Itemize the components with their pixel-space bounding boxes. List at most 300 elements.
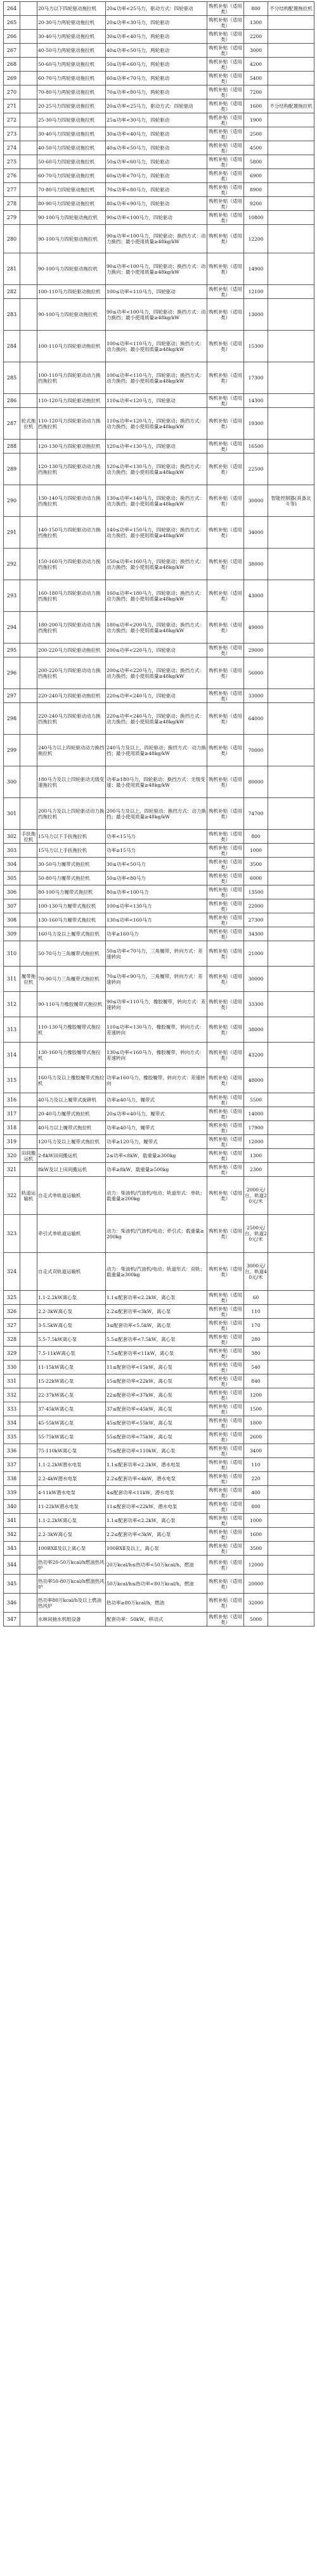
table-row — [4, 454, 314, 485]
row-unit: 购机补贴（适用类） — [207, 331, 244, 362]
row-spec: 22≤配套功率<37kW，离心泵 — [106, 1388, 207, 1402]
row-spec: 130≤功率<140马力，四轮驱动；换挡方式：动力换挡；最小使用质量≥48kg/kW — [106, 485, 207, 517]
row-category — [20, 1291, 37, 1305]
row-note — [268, 1215, 314, 1253]
row-item-name: 热功率20-50万kcal/h燃油热风炉 — [37, 1556, 106, 1575]
row-price: 2500 — [244, 127, 268, 141]
row-unit: 购机补贴（适用类） — [207, 394, 244, 408]
row-number: 332 — [4, 1388, 20, 1402]
table-row — [4, 141, 314, 155]
row-unit: 购机补贴（适用类） — [207, 689, 244, 703]
table-row — [4, 1556, 314, 1575]
row-category — [20, 1017, 37, 1043]
row-note — [268, 1253, 314, 1291]
row-category — [20, 1121, 37, 1135]
row-item-name: 130-140马力四轮驱动动力换挡拖拉机 — [37, 485, 106, 517]
row-item-name: 水林间抽水机组设备 — [37, 1613, 106, 1627]
row-item-name: 20-25马力四轮驱动拖拉机 — [37, 99, 106, 113]
row-number: 284 — [4, 331, 20, 362]
row-note — [268, 612, 314, 644]
row-spec: 功率≥40马力，履带式 — [106, 1121, 207, 1135]
row-category — [20, 913, 37, 927]
row-spec: 70≤功率<80马力，四轮驱动 — [106, 183, 207, 197]
row-item-name: 100-130马力履带式拖拉机 — [37, 899, 106, 913]
row-note — [268, 1121, 314, 1135]
row-note — [268, 1319, 314, 1333]
row-unit: 购机补贴（适用类） — [207, 127, 244, 141]
row-note — [268, 408, 314, 440]
row-price: 27300 — [244, 913, 268, 927]
row-item-name: 70-90马力三角履带式拖拉机 — [37, 967, 106, 992]
row-category — [20, 899, 37, 913]
row-price: 20000 — [244, 1575, 268, 1594]
table-row — [4, 1458, 314, 1472]
row-note — [268, 735, 314, 766]
row-spec: 90≤功率<100马力，四轮驱动；换挡方式：动力换挡；最小使用质量≥48kg/kW — [106, 299, 207, 331]
row-item-name: 5.5-7.5kW离心泵 — [37, 1333, 106, 1347]
row-spec: 50≤功率<70马力，三角履带，转向方式：差速转向 — [106, 941, 207, 967]
table-body — [4, 2, 314, 1627]
table-row — [4, 86, 314, 99]
row-item-name: 2.2-4kW潜水电泵 — [37, 1472, 106, 1486]
subsidy-table — [3, 1, 314, 1627]
row-category — [20, 858, 37, 872]
row-category — [20, 155, 37, 169]
row-price: 15300 — [244, 331, 268, 362]
row-unit: 购机补贴（适用类） — [207, 1149, 244, 1163]
row-unit: 购机补贴（适用类） — [207, 1594, 244, 1613]
row-spec: 20≤功率<25马力，驱动方式：四轮驱动 — [106, 99, 207, 113]
table-row — [4, 927, 314, 941]
table-row — [4, 885, 314, 899]
row-note — [268, 225, 314, 253]
row-spec: 功率≥160马力 — [106, 927, 207, 941]
row-price: 110 — [244, 1305, 268, 1319]
row-price: 1600 — [244, 1528, 268, 1542]
row-spec: 50≤功率<80马力 — [106, 872, 207, 885]
row-item-name: 3-5.5kW离心泵 — [37, 1319, 106, 1333]
row-note — [268, 211, 314, 225]
row-price: 34300 — [244, 927, 268, 941]
row-item-name: 180-200马力四轮驱动动力换挡拖拉机 — [37, 612, 106, 644]
row-spec: 100≤功率<110马力，四轮驱动 — [106, 285, 207, 299]
row-unit: 购机补贴（适用类） — [207, 549, 244, 580]
row-note — [268, 992, 314, 1017]
row-category — [20, 253, 37, 285]
row-spec: 5.5≤配套功率<7.5kW，离心泵 — [106, 1333, 207, 1347]
row-price: 800 — [244, 1500, 268, 1514]
row-price: 1900 — [244, 113, 268, 127]
row-unit: 购机补贴（适用类） — [207, 197, 244, 211]
row-number: 337 — [4, 1458, 20, 1472]
row-note — [268, 454, 314, 485]
row-category — [20, 1333, 37, 1347]
row-category — [20, 612, 37, 644]
table-row — [4, 830, 314, 844]
row-item-name: 7.5-11kW离心泵 — [37, 1347, 106, 1361]
row-number: 319 — [4, 1135, 20, 1149]
row-spec: 20≤功率<40马力，履带式 — [106, 1107, 207, 1121]
row-note: 不分结构配置拖拉机 — [268, 99, 314, 113]
table-row — [4, 44, 314, 58]
row-item-name: 40马力以上履带式拖拉机 — [37, 1121, 106, 1135]
row-item-name: 120-130马力四轮驱动动力换挡拖拉机 — [37, 454, 106, 485]
table-row — [4, 253, 314, 285]
row-unit: 购机补贴（适用类） — [207, 844, 244, 858]
row-spec: 220≤功率<240马力，四轮驱动；换挡方式：动力换挡；最小使用质量≥48kg/kW — [106, 703, 207, 735]
row-category — [20, 331, 37, 362]
row-price: 12100 — [244, 285, 268, 299]
row-number: 331 — [4, 1374, 20, 1388]
row-spec: 70≤功率<90马力，三角履带，转向方式：差速转向 — [106, 967, 207, 992]
row-category: 田间搬运机 — [20, 1149, 37, 1163]
table-row — [4, 1135, 314, 1149]
row-item-name: 220-240马力四轮驱动动力换挡拖拉机 — [37, 703, 106, 735]
row-note — [268, 872, 314, 885]
row-spec: 80≤功率<90马力，四轮驱动 — [106, 197, 207, 211]
row-category — [20, 183, 37, 197]
table-row — [4, 1430, 314, 1444]
row-spec: 11≤配套功率<22kW，潜水电泵 — [106, 1500, 207, 1514]
table-row — [4, 99, 314, 113]
row-unit: 购机补贴（适用类） — [207, 703, 244, 735]
row-category — [20, 99, 37, 113]
row-spec: 200马力及以上，四轮驱动；换挡方式：动力换挡；最小使用质量≥48kg/kW — [106, 798, 207, 830]
row-price: 5400 — [244, 72, 268, 86]
row-category — [20, 1068, 37, 1093]
row-spec: 功率≥120马力，履带式 — [106, 1135, 207, 1149]
row-category — [20, 1575, 37, 1594]
row-unit: 购机补贴（适用类） — [207, 1514, 244, 1528]
row-unit: 购机补贴（适用类） — [207, 1388, 244, 1402]
row-number: 311 — [4, 967, 20, 992]
row-item-name: 90-100马力四轮驱动拖拉机 — [37, 253, 106, 285]
row-unit: 购机补贴（适用类） — [207, 657, 244, 689]
row-item-name: 200-220马力四轮驱动动力换挡拖拉机 — [37, 657, 106, 689]
row-number: 308 — [4, 913, 20, 927]
row-unit: 购机补贴（适用类） — [207, 885, 244, 899]
row-note — [268, 58, 314, 72]
row-number: 328 — [4, 1333, 20, 1347]
row-spec: 220≤功率<240马力，四轮驱动 — [106, 689, 207, 703]
row-number: 312 — [4, 992, 20, 1017]
row-price: 840 — [244, 1374, 268, 1388]
table-row — [4, 992, 314, 1017]
row-category — [20, 1514, 37, 1528]
row-price: 1000 — [244, 844, 268, 858]
row-spec: 240马力及以上，四轮驱动；换挡方式：动力换挡；最小使用质量≥48kg/kW — [106, 735, 207, 766]
row-price: 110 — [244, 1458, 268, 1472]
row-unit: 购机补贴（适用类） — [207, 735, 244, 766]
row-note — [268, 517, 314, 549]
row-category — [20, 1253, 37, 1291]
row-unit: 购机补贴（适用类） — [207, 1486, 244, 1500]
row-unit: 购机补贴（适用类） — [207, 1472, 244, 1486]
row-unit: 购机补贴（适用类） — [207, 872, 244, 885]
row-category — [20, 1594, 37, 1613]
row-note — [268, 1542, 314, 1556]
row-item-name: 15-22kW离心泵 — [37, 1374, 106, 1388]
row-spec: 75≤配套功率<110kW，离心泵 — [106, 1444, 207, 1458]
row-unit: 购机补贴（适用类） — [207, 1333, 244, 1347]
row-spec: 15≤配套功率<22kW，离心泵 — [106, 1374, 207, 1388]
row-note — [268, 798, 314, 830]
row-spec: 120≤功率<130马力，四轮驱动 — [106, 440, 207, 454]
row-price: 21000 — [244, 941, 268, 967]
row-spec: 130≤功率<160马力 — [106, 913, 207, 927]
row-number: 278 — [4, 197, 20, 211]
row-note — [268, 644, 314, 657]
row-item-name: 60-70马力四轮驱动拖拉机 — [37, 169, 106, 183]
row-unit: 购机补贴（适用类） — [207, 1528, 244, 1542]
row-spec: 2.2≤配套功率<3kW，离心泵 — [106, 1528, 207, 1542]
table-row — [4, 30, 314, 44]
row-unit: 购机补贴（适用类） — [207, 830, 244, 844]
row-item-name: 8kW及以上田间搬运机 — [37, 1163, 106, 1177]
row-number: 268 — [4, 58, 20, 72]
row-number: 341 — [4, 1514, 20, 1528]
row-category — [20, 644, 37, 657]
table-row — [4, 155, 314, 169]
table-row — [4, 798, 314, 830]
row-number: 276 — [4, 169, 20, 183]
row-spec: 3≤配套功率<5.5kW，离心泵 — [106, 1319, 207, 1333]
table-row — [4, 1291, 314, 1305]
row-unit: 购机补贴（适用类） — [207, 454, 244, 485]
row-number: 307 — [4, 899, 20, 913]
table-row — [4, 1500, 314, 1514]
row-price: 800 — [244, 2, 268, 16]
table-row — [4, 362, 314, 394]
row-item-name: 20马力以下四轮驱动拖拉机 — [37, 2, 106, 16]
row-category — [20, 72, 37, 86]
row-item-name: 200马力及以上四轮驱动动力换挡拖拉机 — [37, 798, 106, 830]
row-price: 3500 — [244, 858, 268, 872]
row-number: 333 — [4, 1402, 20, 1416]
row-spec: 110≤功率<120马力，四轮驱动 — [106, 394, 207, 408]
row-unit: 购机补贴（适用类） — [207, 1613, 244, 1627]
row-spec: 100≤功率<130马力 — [106, 899, 207, 913]
row-note — [268, 703, 314, 735]
table-row — [4, 1486, 314, 1500]
row-spec: 7.5≤配套功率<11kW，离心泵 — [106, 1347, 207, 1361]
table-row — [4, 644, 314, 657]
row-spec: 1.1≤配套功率<2.2kW，潜水电泵 — [106, 1458, 207, 1472]
row-note — [268, 1402, 314, 1416]
row-note — [268, 913, 314, 927]
row-number: 315 — [4, 1068, 20, 1093]
row-price: 33300 — [244, 992, 268, 1017]
row-category — [20, 517, 37, 549]
row-unit: 购机补贴（适用类） — [207, 798, 244, 830]
row-spec: 4≤配套功率<11kW，潜水电泵 — [106, 1486, 207, 1500]
row-number: 295 — [4, 644, 20, 657]
row-category — [20, 1374, 37, 1388]
row-note — [268, 766, 314, 798]
row-price: 1600 — [244, 99, 268, 113]
row-item-name: 25-30马力四轮驱动拖拉机 — [37, 113, 106, 127]
row-category — [20, 86, 37, 99]
row-spec: 90≤功率<100马力，四轮驱动；换挡方式：动力换向；最小使用质量≥48kg/kW — [106, 253, 207, 285]
table-row — [4, 1043, 314, 1068]
row-number: 277 — [4, 183, 20, 197]
row-item-name: 20-40马力履带式拖拉机 — [37, 1107, 106, 1121]
row-number: 294 — [4, 612, 20, 644]
row-number: 290 — [4, 485, 20, 517]
row-price: 220 — [244, 1472, 268, 1486]
row-note — [268, 1594, 314, 1613]
row-category — [20, 485, 37, 517]
row-price: 33000 — [244, 689, 268, 703]
row-item-name: 牵引式单轨道运输机 — [37, 1215, 106, 1253]
row-spec: 2.2≤配套功率<3kW，离心泵 — [106, 1305, 207, 1319]
row-note — [268, 1347, 314, 1361]
table-row — [4, 1107, 314, 1121]
row-price: 6900 — [244, 169, 268, 183]
table-row — [4, 485, 314, 517]
row-price: 280 — [244, 1333, 268, 1347]
row-note — [268, 689, 314, 703]
row-category — [20, 1416, 37, 1430]
row-spec: 55≤配套功率<75kW，离心泵 — [106, 1430, 207, 1444]
row-category — [20, 197, 37, 211]
row-category — [20, 844, 37, 858]
row-note — [268, 155, 314, 169]
row-category — [20, 1135, 37, 1149]
row-number: 322 — [4, 1177, 20, 1215]
row-spec: 功率≥160马力，橡胶履带，转向方式：差速转向 — [106, 1068, 207, 1093]
row-note — [268, 113, 314, 127]
row-price: 5500 — [244, 1093, 268, 1107]
row-unit: 购机补贴（适用类） — [207, 1177, 244, 1215]
row-item-name: 90-100马力四轮驱动拖拉机 — [37, 299, 106, 331]
row-number: 299 — [4, 735, 20, 766]
row-unit: 购机补贴（适用类） — [207, 1416, 244, 1430]
table-row — [4, 1253, 314, 1291]
row-spec: 40≤功率<50马力，四轮驱动 — [106, 141, 207, 155]
row-category — [20, 1093, 37, 1107]
row-item-name: 1.1-2.2kW离心泵 — [37, 1291, 106, 1305]
row-unit: 购机补贴（适用类） — [207, 1319, 244, 1333]
row-unit: 购机补贴（适用类） — [207, 1253, 244, 1291]
table-row — [4, 440, 314, 454]
row-item-name: 75-110kW离心泵 — [37, 1444, 106, 1458]
row-price: 38000 — [244, 1017, 268, 1043]
row-price: 1800 — [244, 1416, 268, 1430]
row-price: 8900 — [244, 183, 268, 197]
row-item-name: 15马力以上手扶拖拉机 — [37, 844, 106, 858]
row-price: 2500元/台，轨道20元/米 — [244, 1215, 268, 1253]
row-unit: 购机补贴（适用类） — [207, 99, 244, 113]
row-category — [20, 703, 37, 735]
row-item-name: 2-8kW田间搬运机 — [37, 1149, 106, 1163]
row-item-name: 220-240马力四轮驱动拖拉机 — [37, 689, 106, 703]
row-price: 380 — [244, 1347, 268, 1361]
row-note — [268, 72, 314, 86]
row-price: 5000 — [244, 1613, 268, 1627]
table-row — [4, 580, 314, 612]
row-number: 330 — [4, 1361, 20, 1374]
row-note — [268, 44, 314, 58]
row-note: 不分结构配置拖拉机 — [268, 2, 314, 16]
row-number: 292 — [4, 549, 20, 580]
row-note — [268, 1458, 314, 1472]
row-category — [20, 58, 37, 72]
row-price: 48000 — [244, 1068, 268, 1093]
row-item-name: 30-40马力四轮驱动拖拉机 — [37, 127, 106, 141]
row-category — [20, 766, 37, 798]
row-spec: 25≤功率<30马力，四轮驱动 — [106, 113, 207, 127]
row-note — [268, 1291, 314, 1305]
row-category — [20, 1043, 37, 1068]
row-spec: 110≤功率<130马力，橡胶履带，转向方式：差速转向 — [106, 1017, 207, 1043]
row-number: 326 — [4, 1305, 20, 1319]
table-row — [4, 1149, 314, 1163]
row-number: 274 — [4, 141, 20, 155]
row-category — [20, 1163, 37, 1177]
row-spec: 90≤功率<110马力，橡胶履带，转向方式：差速转向 — [106, 992, 207, 1017]
row-item-name: 120马力及以上履带式拖拉机 — [37, 1135, 106, 1149]
row-spec: 90≤功率<100马力，四轮驱动 — [106, 211, 207, 225]
row-item-name: 200-220马力四轮驱动拖拉机 — [37, 644, 106, 657]
table-row — [4, 549, 314, 580]
row-unit: 购机补贴（适用类） — [207, 580, 244, 612]
row-category — [20, 1528, 37, 1542]
table-row — [4, 1068, 314, 1093]
row-item-name: 20-30马力两轮驱动拖拉机 — [37, 16, 106, 30]
row-spec: 30≤功率<50马力 — [106, 858, 207, 872]
row-category — [20, 127, 37, 141]
row-note — [268, 1444, 314, 1458]
row-spec: 45≤配套功率<55kW，离心泵 — [106, 1416, 207, 1430]
table-row — [4, 657, 314, 689]
table-row — [4, 1594, 314, 1613]
row-category — [20, 941, 37, 967]
row-category — [20, 141, 37, 155]
row-category — [20, 580, 37, 612]
row-unit: 购机补贴（适用类） — [207, 1068, 244, 1093]
row-price: 3500 — [244, 1542, 268, 1556]
row-price: 2300 — [244, 1163, 268, 1177]
row-price: 12000 — [244, 1135, 268, 1149]
row-note — [268, 1472, 314, 1486]
row-category — [20, 798, 37, 830]
table-row — [4, 844, 314, 858]
row-unit: 购机补贴（适用类） — [207, 1542, 244, 1556]
row-spec: 50万kcal/h≤热功率<80万kcal/h，燃油 — [106, 1575, 207, 1594]
row-price: 32000 — [244, 1594, 268, 1613]
table-row — [4, 394, 314, 408]
row-unit: 购机补贴（适用类） — [207, 30, 244, 44]
row-item-name: 2.2-3kW离心泵 — [37, 1528, 106, 1542]
row-spec: 动力：柴油机/汽油机/电动；轨道形式：单轨；载重量≥200kg — [106, 1177, 207, 1215]
row-note — [268, 1430, 314, 1444]
row-category — [20, 362, 37, 394]
row-unit: 购机补贴（适用类） — [207, 1361, 244, 1374]
row-category — [20, 992, 37, 1017]
row-number: 340 — [4, 1500, 20, 1514]
row-spec: 100BXⅡ及以上，离心泵 — [106, 1542, 207, 1556]
row-unit: 购机补贴（适用类） — [207, 408, 244, 440]
row-number: 301 — [4, 798, 20, 830]
row-number: 338 — [4, 1472, 20, 1486]
row-item-name: 120-130马力四轮驱动拖拉机 — [37, 440, 106, 454]
row-spec: 130≤功率<160马力，橡胶履带，转向方式：差速转向 — [106, 1043, 207, 1068]
row-price: 43200 — [244, 1043, 268, 1068]
row-category — [20, 689, 37, 703]
row-item-name: 11-22kW潜水电泵 — [37, 1500, 106, 1514]
row-note — [268, 580, 314, 612]
